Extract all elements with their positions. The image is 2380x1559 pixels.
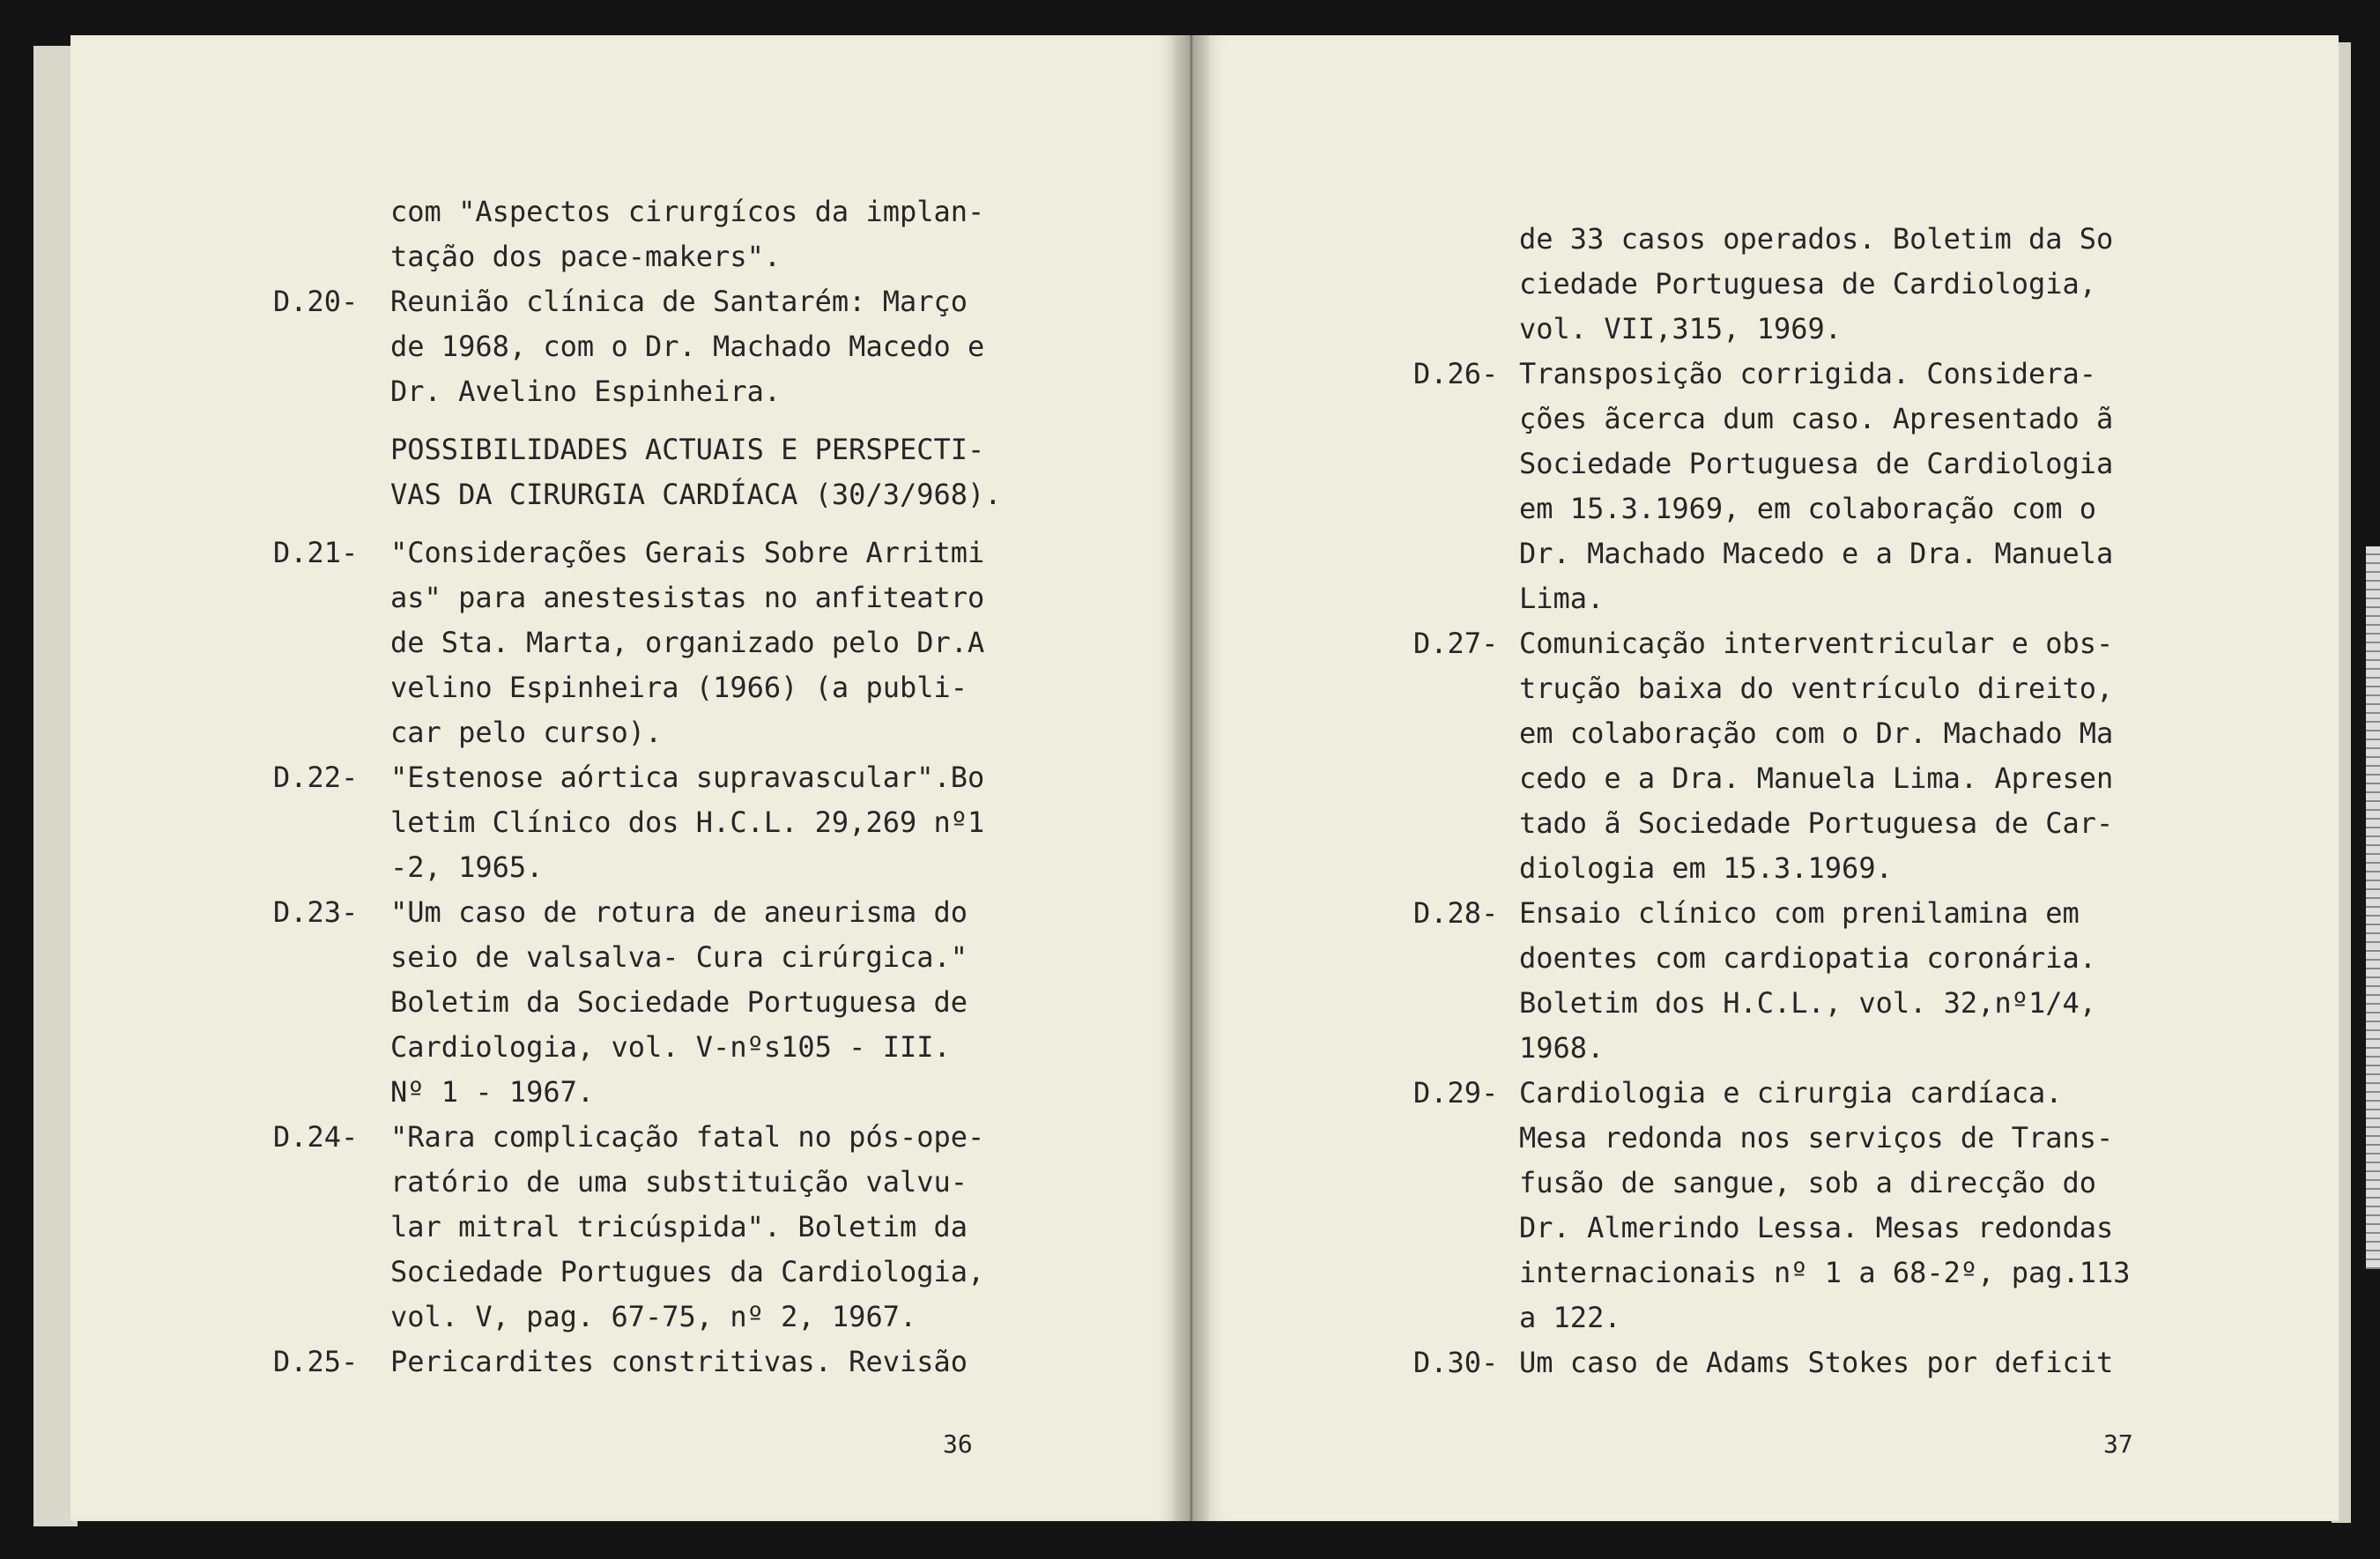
entry-text-line: "Considerações Gerais Sobre Arritmi [390,536,985,569]
entry-text-line: vol. V, pag. 67-75, nº 2, 1967. [390,1300,917,1333]
entry-text-line: "Estenose aórtica supravascular".Bo [390,761,985,794]
page-number: 37 [2103,1429,2133,1459]
continued-text-line: tação dos pace-makers". [390,240,782,273]
entry-text-line: Sociedade Portuguesa de Cardiologia [1519,447,2114,480]
book-gutter [1174,35,1209,1521]
entry-code: D.23- [273,895,359,929]
entry-text-line: "Rara complicação fatal no pós-ope- [390,1120,985,1154]
scale-ruler [2366,546,2380,1269]
entry-text-line: Um caso de Adams Stokes por deficit [1519,1346,2114,1379]
continued-text-line: vol. VII,315, 1969. [1519,312,1842,345]
entry-code: D.30- [1413,1346,1499,1379]
entry-code: D.27- [1413,627,1499,660]
entry-code: D.25- [273,1345,359,1378]
entry-text-line: Dr. Machado Macedo e a Dra. Manuela [1519,537,2114,570]
entry-text-line: a 122. [1519,1301,1621,1334]
entry-text-line: Dr. Avelino Espinheira. [390,375,782,408]
entry-text-line: de 1968, com o Dr. Machado Macedo e [390,330,985,363]
entry-text-line: cedo e a Dra. Manuela Lima. Apresen [1519,761,2114,795]
entry-text-line: trução baixa do ventrículo direito, [1519,672,2114,705]
entry-text-line: Mesa redonda nos serviços de Trans- [1519,1121,2114,1154]
entry-text-line: "Um caso de rotura de aneurisma do [390,895,968,929]
entry-text-line: tado ã Sociedade Portuguesa de Car- [1519,806,2114,840]
section-heading-line: VAS DA CIRURGIA CARDÍACA (30/3/968). [390,478,1002,511]
entry-text-line: Pericardites constritivas. Revisão [390,1345,968,1378]
entry-text-line: doentes com cardiopatia coronária. [1519,941,2097,975]
entry-text-line: Dr. Almerindo Lessa. Mesas redondas [1519,1211,2114,1244]
entry-text-line: Sociedade Portugues da Cardiologia, [390,1255,985,1288]
continued-text-line: de 33 casos operados. Boletim da So [1519,222,2114,256]
entry-text-line: -2, 1965. [390,850,544,884]
entry-text-line: Boletim da Sociedade Portuguesa de [390,985,968,1019]
entry-code: D.20- [273,285,359,318]
right-page [1209,35,2339,1521]
entry-text-line: ratório de uma substituição valvu- [390,1165,968,1199]
entry-text-line: ções ãcerca dum caso. Apresentado ã [1519,402,2114,435]
entry-text-line: Reunião clínica de Santarém: Março [390,285,968,318]
entry-text-line: Nº 1 - 1967. [390,1075,595,1109]
entry-code: D.29- [1413,1076,1499,1110]
entry-text-line: em colaboração com o Dr. Machado Ma [1519,716,2114,750]
entry-text-line: diologia em 15.3.1969. [1519,851,1893,885]
left-page [70,35,1174,1521]
entry-text-line: Comunicação interventricular e obs- [1519,627,2114,660]
entry-code: D.24- [273,1120,359,1154]
entry-text-line: em 15.3.1969, em colaboração com o [1519,492,2097,525]
continued-text-line: com "Aspectos cirurgícos da implan- [390,195,985,228]
entry-text-line: internacionais nº 1 a 68-2º, pag.113 [1519,1256,2131,1289]
entry-code: D.26- [1413,357,1499,390]
entry-text-line: Cardiologia e cirurgia cardíaca. [1519,1076,2063,1110]
bleed-through-text [247,194,274,286]
section-heading-line: POSSIBILIDADES ACTUAIS E PERSPECTI- [390,433,985,466]
entry-text-line: Boletim dos H.C.L., vol. 32,nº1/4, [1519,986,2097,1020]
entry-text-line: lar mitral tricúspida". Boletim da [390,1210,968,1243]
entry-text-line: car pelo curso). [390,716,663,749]
entry-text-line: Cardiologia, vol. V-nºs105 - III. [390,1030,951,1064]
entry-text-line: Ensaio clínico com prenilamina em [1519,896,2080,930]
entry-text-line: 1968. [1519,1031,1605,1065]
entry-text-line: seio de valsalva- Cura cirúrgica." [390,940,968,974]
entry-text-line: as" para anestesistas no anfiteatro [390,581,985,614]
continued-text-line: ciedade Portuguesa de Cardiologia, [1519,267,2097,301]
entry-code: D.21- [273,536,359,569]
entry-text-line: de Sta. Marta, organizado pelo Dr.A [390,626,985,659]
entry-text-line: velino Espinheira (1966) (a publi- [390,671,968,704]
entry-text-line: fusão de sangue, sob a direcção do [1519,1166,2097,1199]
entry-code: D.28- [1413,896,1499,930]
entry-text-line: letim Clínico dos H.C.L. 29,269 nº1 [390,805,985,839]
entry-text-line: Transposição corrigida. Considera- [1519,357,2097,390]
entry-code: D.22- [273,761,359,794]
entry-text-line: Lima. [1519,582,1605,615]
page-number: 36 [943,1429,973,1459]
